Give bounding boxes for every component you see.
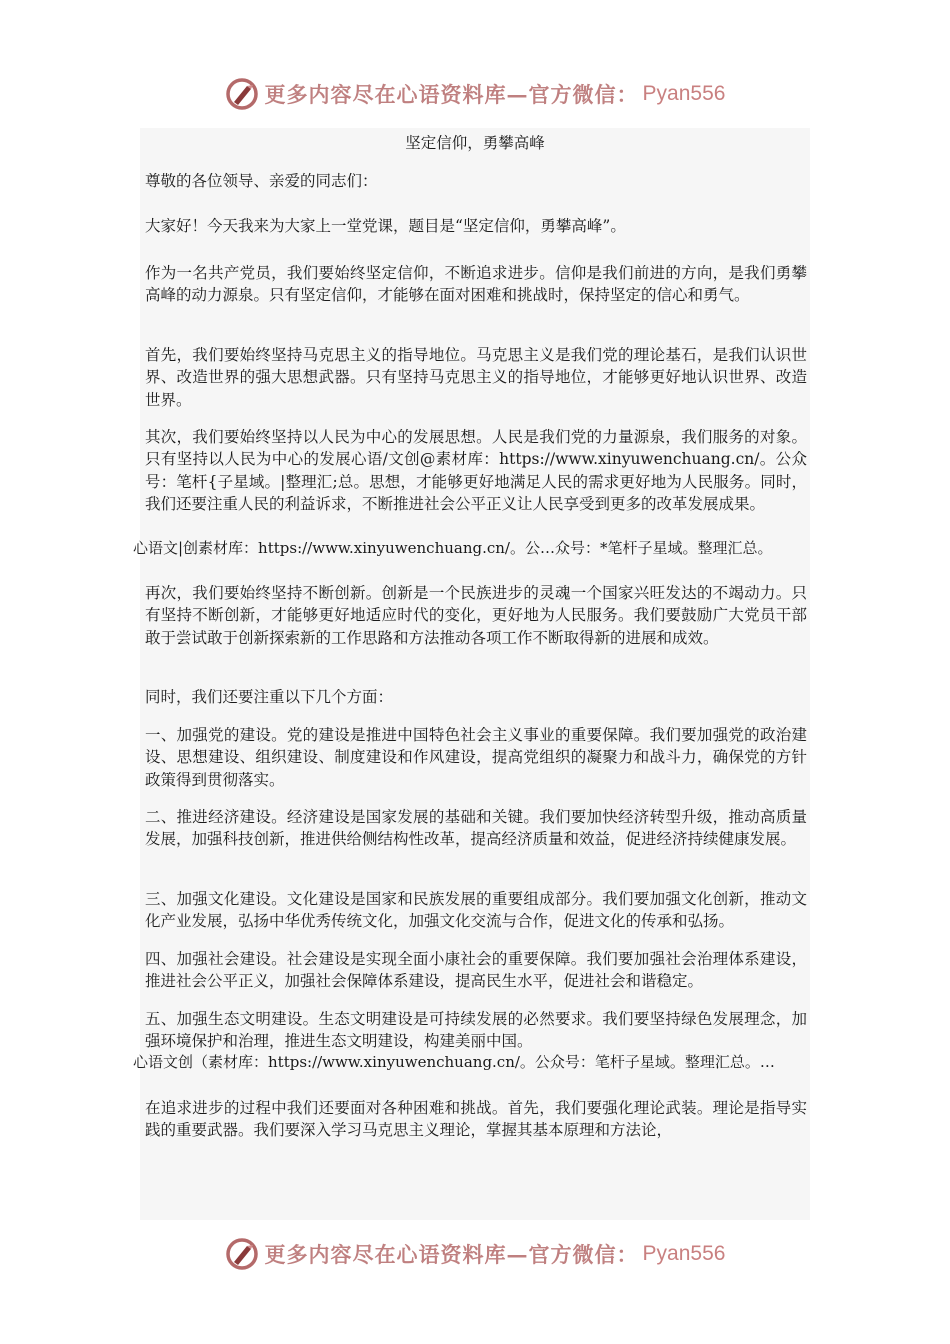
greeting-paragraph: 尊敬的各位领导、亲爱的同志们： [145,172,378,190]
body-paragraph-3: 其次，我们要始终坚持以人民为中心的发展思想。人民是我们党的力量源泉，我们服务的对象。只有坚持以人民为中心的发展心语/文创@素材库：https://www.xinyuwenchuang.cn/。公众号：笔杆{子星域。|整理汇;总。思想，才能够更好地满足人民的需求更好地为人民服务。同时，我们还要注重人民的利益诉求，不断推进社会公平正义让人民享受到更多的改革发展成果。 [145,428,807,513]
banner-handle: Pyan556 [642,82,726,105]
list-item-1: 一、加强党的建设。党的建设是推进中国特色社会主义事业的重要保障。我们要加强党的政治建设、思想建设、组织建设、制度建设和作风建设，提高党组织的凝聚力和战斗力，确保党的方针政策得到贯彻落实。 [145,726,807,789]
header-banner [0,72,950,116]
list-item-4: 四、加强社会建设。社会建设是实现全面小康社会的重要保障。我们要加强社会治理体系建设，推进社会公平正义，加强社会保障体系建设，提高民生水平，促进社会和谐稳定。 [145,950,807,991]
banner-handle: Pyan556 [642,1242,726,1265]
pen-circle-logo-icon [225,1237,259,1271]
watermark-note-1: 心语文|创素材库：https://www.xinyuwenchuang.cn/。公…众号：*笔杆子星域。整理汇总。 [133,539,773,557]
list-item-2: 二、推进经济建设。经济建设是国家发展的基础和关键。我们要加快经济转型升级，推动高质量发展，加强科技创新，推进供给侧结构性改革，提高经济质量和效益，促进经济持续健康发展。 [145,808,807,849]
intro-paragraph: 大家好！今天我来为大家上一堂党课，题目是“坚定信仰，勇攀高峰”。 [145,217,626,235]
body-paragraph-6: 在追求进步的过程中我们还要面对各种困难和挑战。首先，我们要强化理论武装。理论是指导实践的重要武器。我们要深入学习马克思主义理论，掌握其基本原理和方法论， [145,1099,807,1140]
list-item-3: 三、加强文化建设。文化建设是国家和民族发展的重要组成部分。我们要加强文化创新，推动文化产业发展，弘扬中华优秀传统文化，加强文化交流与合作，促进文化的传承和弘扬。 [145,890,807,931]
pen-circle-logo-icon [225,77,259,111]
footer-banner [0,1232,950,1276]
document-title: 坚定信仰，勇攀高峰 [405,134,545,152]
banner-text: 更多内容尽在心语资料库—官方微信： [264,82,639,107]
watermark-note-2: 心语文创（素材库：https://www.xinyuwenchuang.cn/。公众号：笔杆子星域。整理汇总。… [133,1053,775,1071]
body-paragraph-1: 作为一名共产党员，我们要始终坚定信仰，不断追求进步。信仰是我们前进的方向，是我们勇攀高峰的动力源泉。只有坚定信仰，才能够在面对困难和挑战时，保持坚定的信心和勇气。 [145,264,807,305]
list-item-5: 五、加强生态文明建设。生态文明建设是可持续发展的必然要求。我们要坚持绿色发展理念，加强环境保护和治理，推进生态文明建设，构建美丽中国。 [145,1010,807,1051]
banner-text: 更多内容尽在心语资料库—官方微信： [264,1242,639,1267]
body-paragraph-2: 首先，我们要始终坚持马克思主义的指导地位。马克思主义是我们党的理论基石，是我们认识世界、改造世界的强大思想武器。只有坚持马克思主义的指导地位，才能够更好地认识世界、改造世界。 [145,346,807,409]
body-paragraph-4: 再次，我们要始终坚持不断创新。创新是一个民族进步的灵魂一个国家兴旺发达的不竭动力。只有坚持不断创新，才能够更好地适应时代的变化，更好地为人民服务。我们要鼓励广大党员干部敢于尝试敢于创新探索新的工作思路和方法推动各项工作不断取得新的进展和成效。 [145,584,807,647]
body-paragraph-5: 同时，我们还要注重以下几个方面： [145,688,394,706]
